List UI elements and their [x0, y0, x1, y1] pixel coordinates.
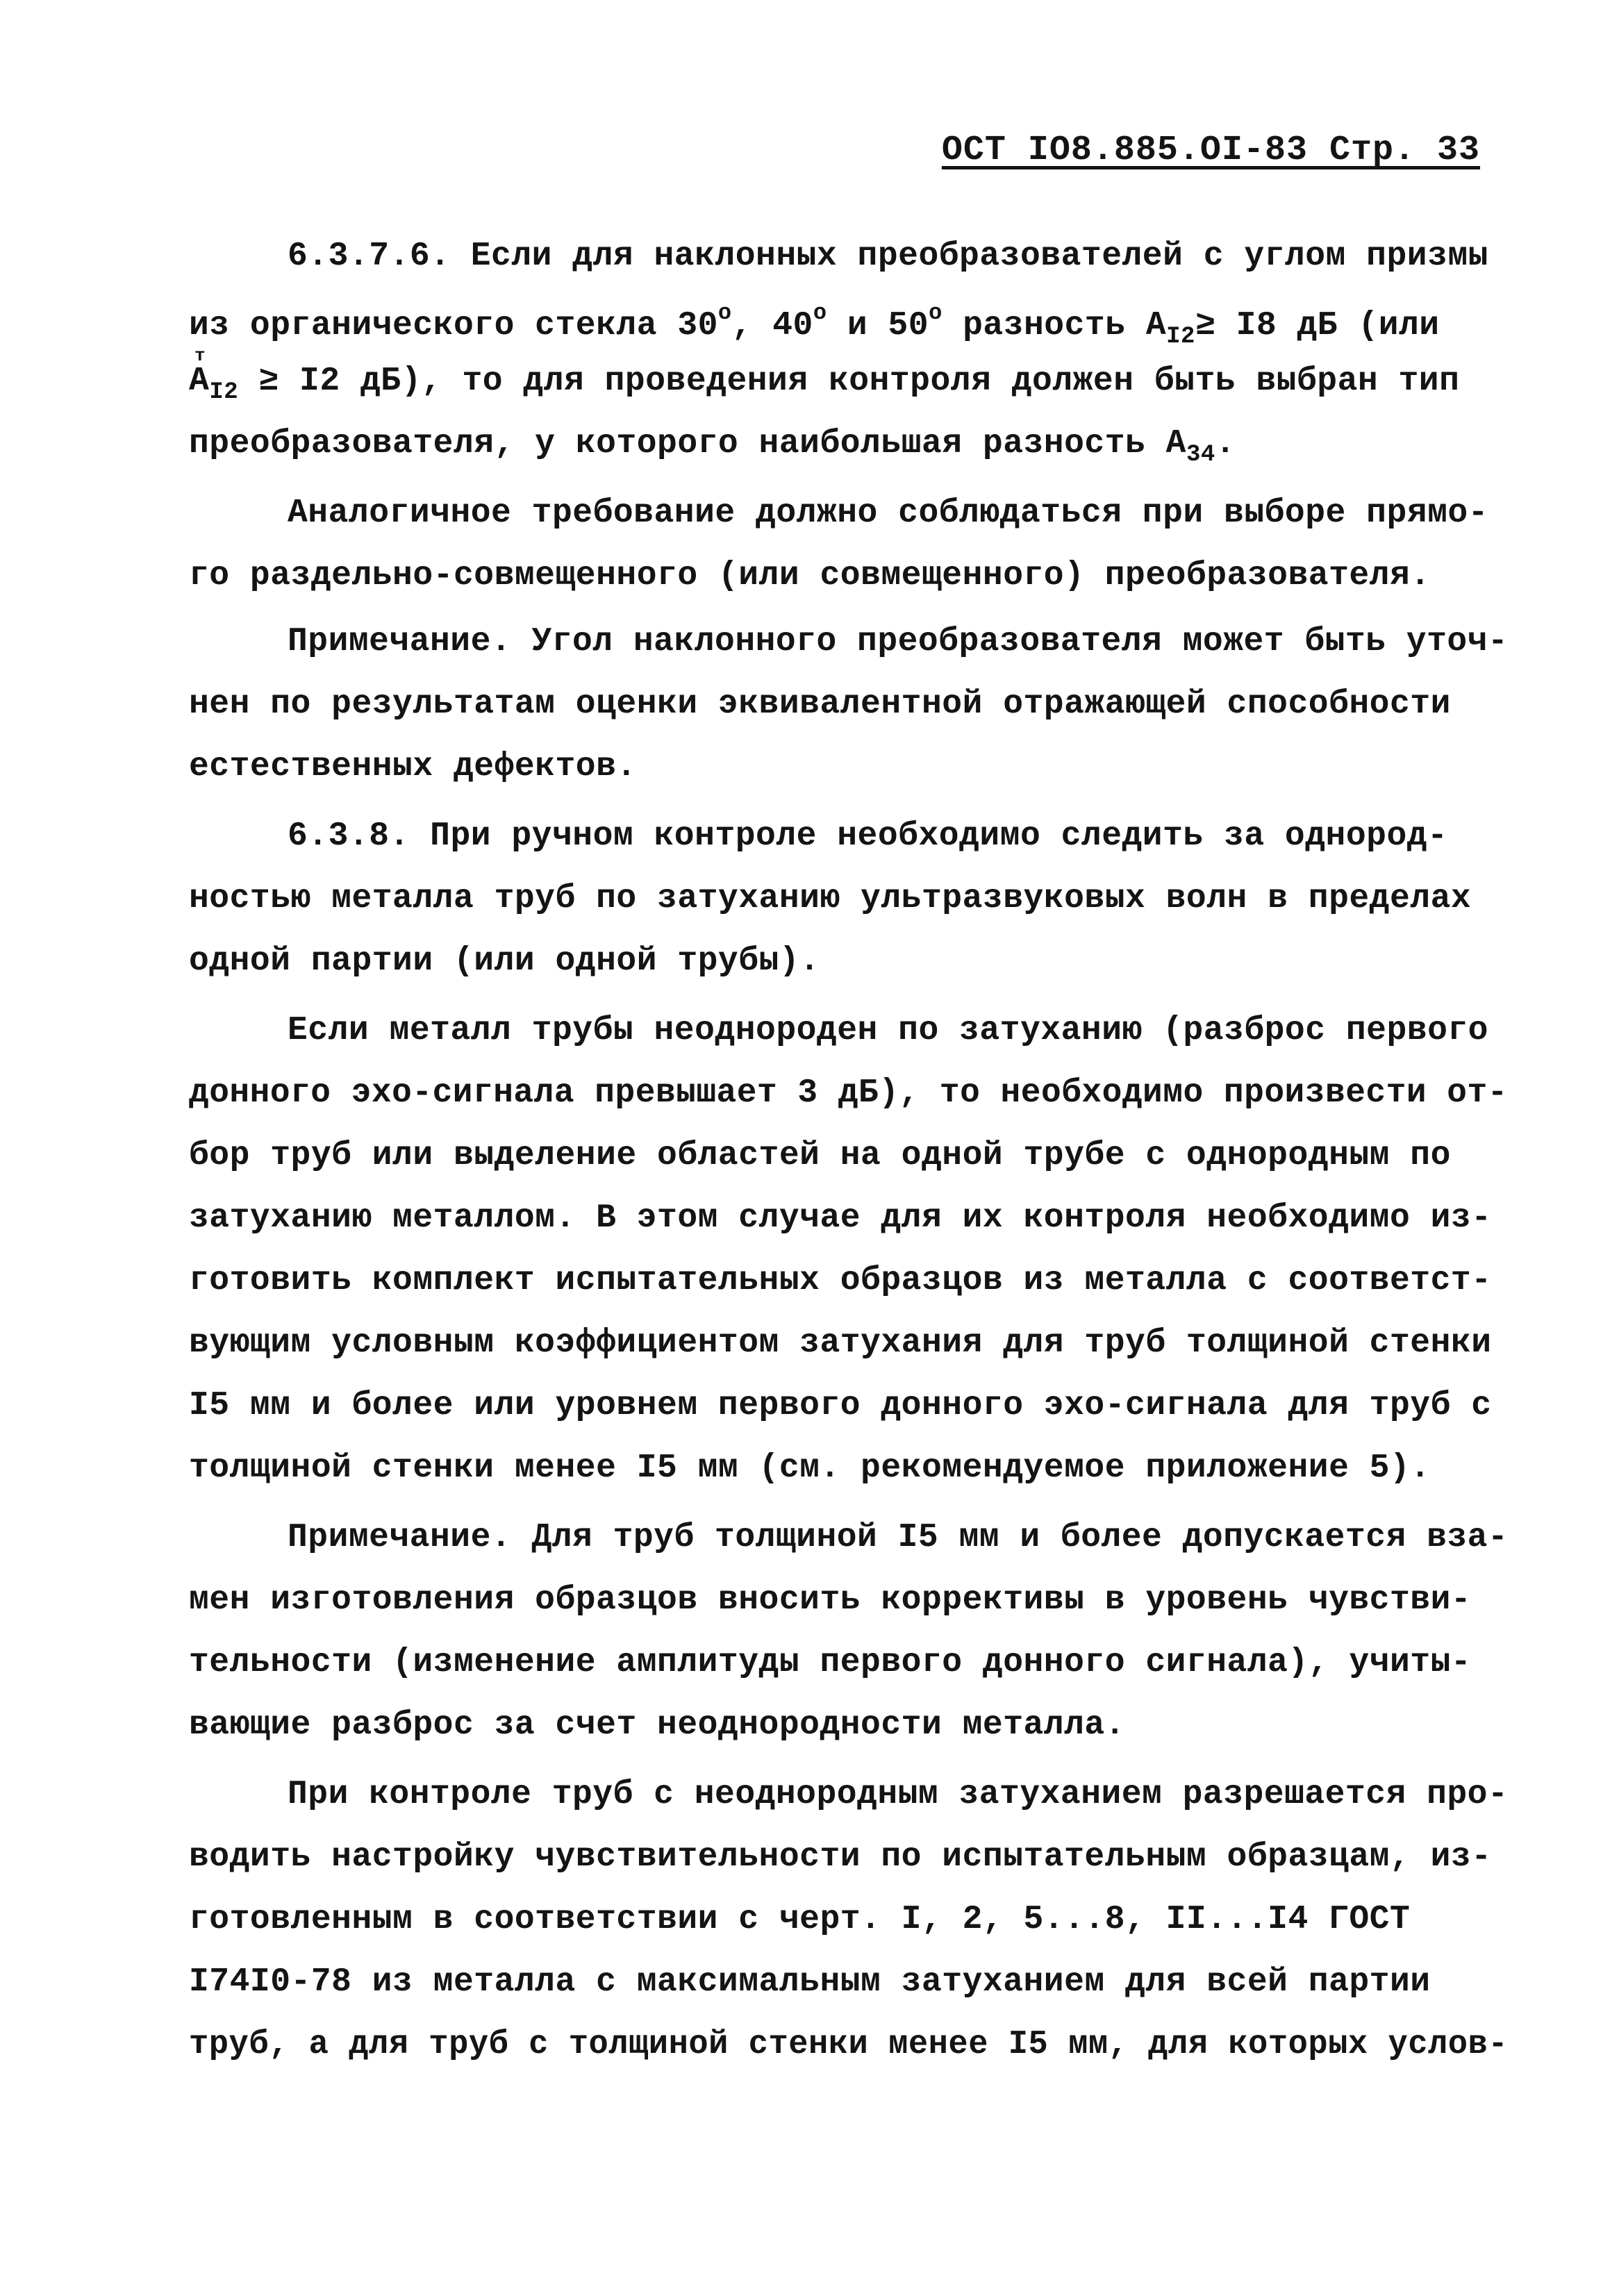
text-line: мен изготовления образцов вносить коррективы в уровень чувстви-: [189, 1581, 1472, 1619]
text-line: Аналогичное требование должно соблюдаться при выборе прямо-: [288, 494, 1488, 532]
text-line: 6.3.7.6. Если для наклонных преобразователей с углом призмы: [288, 238, 1488, 275]
text-line: готовить комплект испытательных образцов из металла с соответст-: [189, 1262, 1492, 1299]
text-line: преобразователя, у которого наибольшая разность $А_{34}$.: [189, 425, 1236, 468]
text-line: труб, а для труб с толщиной стенки менее I5 мм, для которых услов-: [189, 2026, 1509, 2063]
text-line: 6.3.8. При ручном контроле необходимо следить за однород-: [288, 817, 1448, 855]
text-line: ностью металла труб по затуханию ультразвуковых волн в пределах: [189, 880, 1472, 917]
text-line: нен по результатам оценки эквивалентной отражающей способности: [189, 685, 1451, 723]
text-line: Примечание. Угол наклонного преобразователя может быть уточ-: [288, 623, 1509, 660]
text-line: тельности (изменение амплитуды первого донного сигнала), учиты-: [189, 1644, 1472, 1681]
text-line: I5 мм и более или уровнем первого донного эхо-сигнала для труб с: [189, 1387, 1492, 1424]
text-line: вающие разброс за счет неоднородности металла.: [189, 1706, 1126, 1744]
text-line: вующим условным коэффициентом затухания для труб толщиной стенки: [189, 1324, 1492, 1362]
text-line: Примечание. Для труб толщиной I5 мм и более допускается вза-: [288, 1519, 1509, 1556]
text-line: естественных дефектов.: [189, 748, 637, 785]
text-line: толщиной стенки менее I5 мм (см. рекомендуемое приложение 5).: [189, 1449, 1431, 1487]
text-line: А $т_{I2} \ge I2$ дБ), то для проведения контроля должен быть выбран тип: [189, 365, 1459, 404]
text-line: затуханию металлом. В этом случае для их контроля необходимо из-: [189, 1199, 1492, 1237]
text-line: из органического стекла $30^о$, $40^о$ и $50^о$ разность $А_{I2}\ge I8$ дБ (или: [189, 300, 1440, 350]
text-line: При контроле труб с неоднородным затуханием разрешается про-: [288, 1776, 1509, 1813]
text-line: бор труб или выделение областей на одной трубе с однородным по: [189, 1137, 1451, 1174]
text-line: водить настройку чувствительности по испытательным образцам, из-: [189, 1838, 1492, 1876]
page-header: ОСТ IO8.885.OI-83 Стр. 33: [941, 131, 1480, 170]
text-line: донного эхо-сигнала превышает 3 дБ), то необходимо произвести от-: [189, 1074, 1508, 1112]
text-line: Если металл трубы неоднороден по затуханию (разброс первого: [288, 1012, 1488, 1049]
text-line: I74I0-78 из металла с максимальным затуханием для всей партии: [189, 1963, 1431, 2001]
text-line: готовленным в соответствии с черт. I, 2, 5...8, II...I4 ГОСТ: [189, 1901, 1411, 1938]
text-line: го раздельно-совмещенного (или совмещенного) преобразователя.: [189, 557, 1431, 594]
text-line: одной партии (или одной трубы).: [189, 942, 820, 980]
